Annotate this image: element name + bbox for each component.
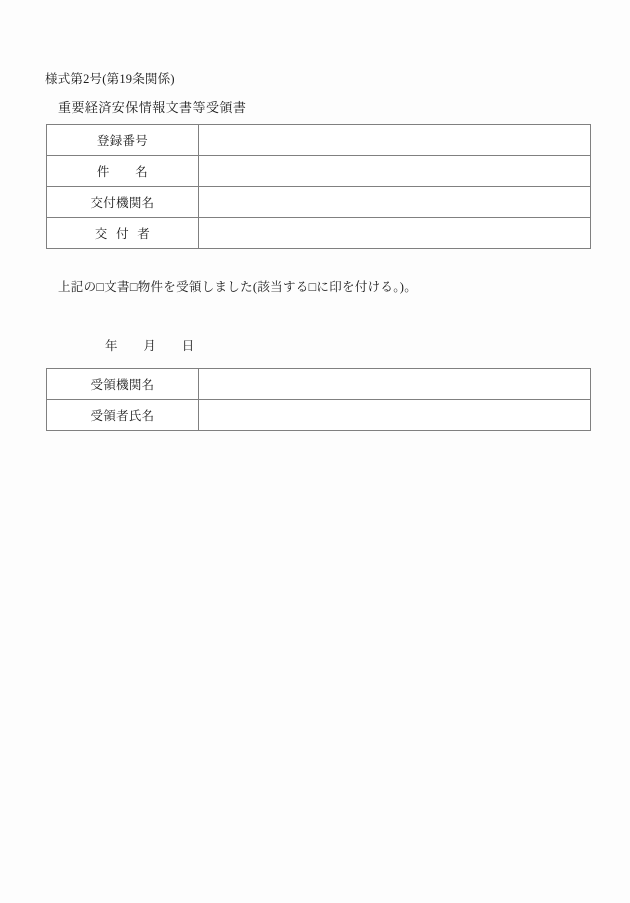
row-label-receiving-organization xyxy=(47,369,199,400)
date-line[interactable]: 年 月 日 xyxy=(105,339,195,353)
row-label-issuer xyxy=(47,218,199,249)
table-row xyxy=(47,218,591,249)
row-value-receiving-organization[interactable] xyxy=(199,369,591,400)
label-text: 件 名 xyxy=(96,165,149,179)
table-row xyxy=(47,400,591,431)
label-text: 受領機関名 xyxy=(90,378,155,392)
table-row xyxy=(47,369,591,400)
row-value-registration-number[interactable] xyxy=(199,125,591,156)
page-title: 重要経済安保情報文書等受領書 xyxy=(58,100,247,115)
receipt-information-table xyxy=(46,368,591,431)
label-text: 登録番号 xyxy=(96,134,149,148)
row-value-subject[interactable] xyxy=(199,156,591,187)
table-row xyxy=(47,187,591,218)
row-value-recipient-name[interactable] xyxy=(199,400,591,431)
label-text: 交 付 者 xyxy=(94,227,151,241)
table-row xyxy=(47,125,591,156)
issue-information-table xyxy=(46,124,591,249)
label-text: 交付機関名 xyxy=(90,196,155,210)
row-label-issuing-organization xyxy=(47,187,199,218)
acknowledgement-statement: 上記の□文書□物件を受領しました(該当する□に印を付ける。)。 xyxy=(58,280,418,294)
row-label-subject xyxy=(47,156,199,187)
row-value-issuer[interactable] xyxy=(199,218,591,249)
form-number: 様式第2号(第19条関係) xyxy=(45,72,175,86)
label-text: 受領者氏名 xyxy=(90,409,155,423)
table-row xyxy=(47,156,591,187)
row-label-registration-number xyxy=(47,125,199,156)
row-label-recipient-name xyxy=(47,400,199,431)
row-value-issuing-organization[interactable] xyxy=(199,187,591,218)
